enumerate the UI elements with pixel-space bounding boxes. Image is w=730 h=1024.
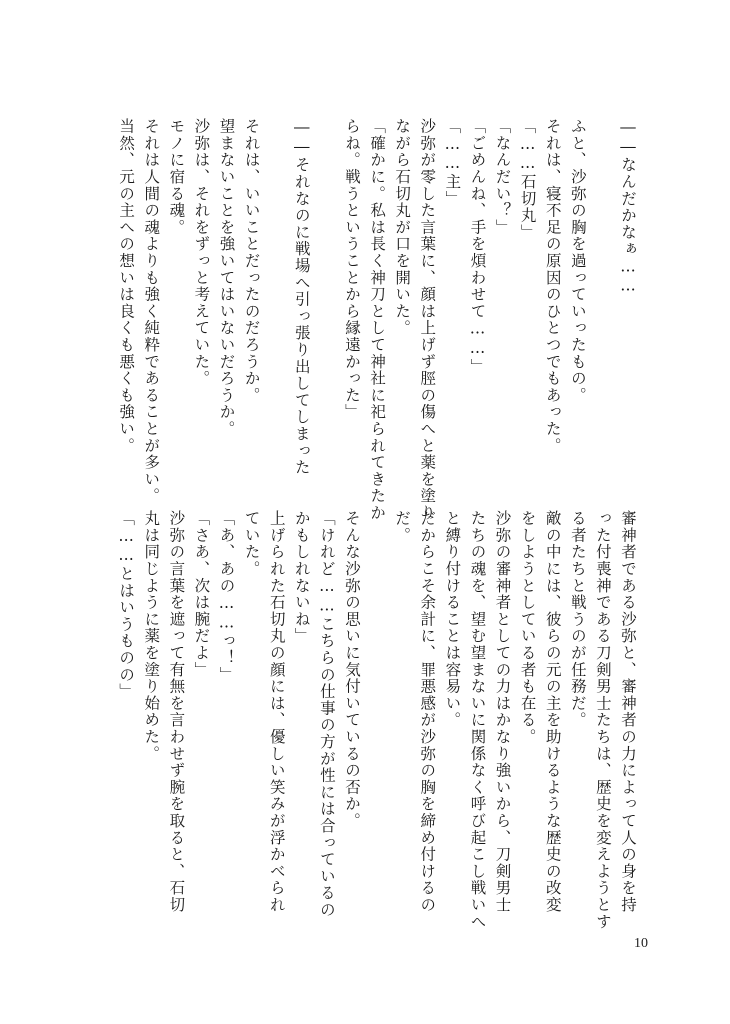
text-line: 敵の中には、彼らの元の主を助けるような歴史の改変: [543, 510, 562, 914]
text-line: 「ごめんね、手を煩わせて……」: [468, 118, 487, 375]
page-number: 10: [634, 936, 648, 951]
text-line: そんな沙弥の思いに気付いているの否か。: [342, 510, 361, 830]
text-line: 「……石切丸」: [518, 118, 537, 241]
text-line: モノに宿る魂。: [167, 118, 186, 236]
text-line: 「確かに。私は長く神刀として神社に祀られてきたか: [368, 118, 387, 522]
text-line: だ。: [393, 510, 412, 544]
text-line: 沙弥は、それをずっと考えていた。: [192, 118, 211, 387]
text-line: 「あ、あの……っ！」: [217, 510, 236, 683]
text-line: 「……主」: [443, 118, 462, 207]
text-line: それは、寝不足の原因のひとつでもあった。: [543, 118, 562, 454]
top-text-block: [113, 118, 640, 522]
text-line: 審神者である沙弥と、審神者の力によって人の身を持: [619, 510, 637, 914]
text-line: 「けれど……こちらの仕事の方が性には合っているの: [317, 510, 336, 919]
text-line: かもしれないね」: [292, 510, 311, 645]
text-line: 上げられた石切丸の顔には、優しい笑みが浮かべられ: [267, 510, 286, 914]
text-line: 「……とはいうものの」: [117, 510, 136, 700]
text-line: 「なんだい？」: [493, 118, 512, 236]
text-line: 沙弥の審神者としての力はかなり強いから、刀剣男士: [493, 510, 512, 914]
text-line: 望まないことを強いてはいないだろうか。: [217, 118, 236, 438]
text-line: ながら石切丸が口を開いた。: [393, 118, 412, 337]
text-line: ふと、沙弥の胸を過っていったもの。: [568, 118, 587, 404]
text-line: 当然、元の主への想いは良くも悪くも強い。: [117, 118, 136, 454]
text-line: 沙弥の言葉を遮って有無を言わせず腕を取ると、石切: [167, 510, 186, 914]
text-line: ――なんだかなぁ……: [619, 118, 637, 296]
text-line: った付喪神である刀剣男士たちは、歴史を変えようとす: [593, 510, 612, 930]
text-line: と縛り付けることは容易い。: [443, 510, 462, 729]
text-line: らね。戦うということから縁遠かった」: [342, 118, 361, 421]
text-line: それは、いいことだったのだろうか。: [242, 118, 261, 404]
text-line: だからこそ余計に、罪悪感が沙弥の胸を締め付けるの: [418, 510, 437, 914]
text-line: それは人間の魂よりも強く純粋であることが多い。: [142, 118, 161, 505]
text-line: ――それなのに戦場へ引っ張り出してしまった: [292, 118, 311, 476]
text-line: たちの魂を、望む望まないに関係なく呼び起こし戦いへ: [468, 510, 487, 930]
text-line: 「さあ、次は腕だよ」: [192, 510, 211, 678]
text-line: ていた。: [242, 510, 261, 578]
text-line: 丸は同じように薬を塗り始めた。: [142, 510, 161, 762]
text-line: 沙弥が零した言葉に、顔は上げず脛の傷へと薬を塗り: [418, 118, 437, 522]
bottom-text-block: [113, 510, 640, 930]
text-line: をしようとしている者も在る。: [518, 510, 537, 746]
text-line: る者たちと戦うのが任務だ。: [568, 510, 587, 729]
